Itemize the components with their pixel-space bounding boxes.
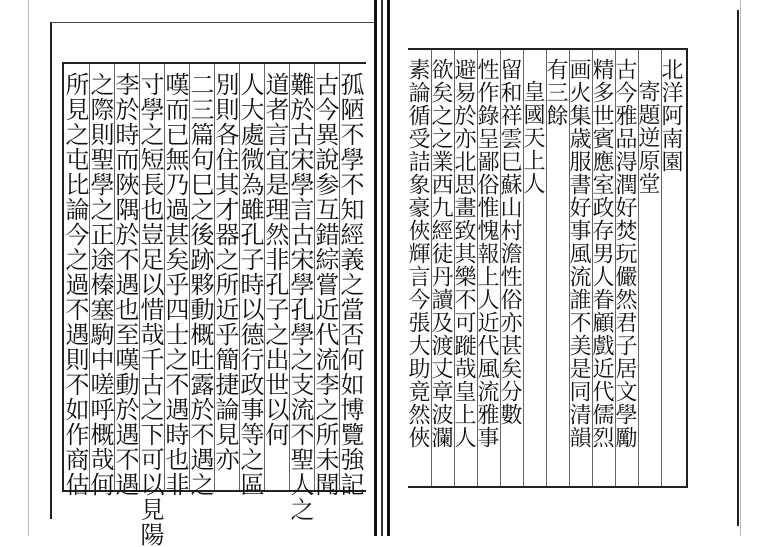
right-column-8: 留和祥雲巳蘇山村澹性俗亦甚矣分數: [497, 58, 522, 426]
left-column-6: 別則各住其才器之所近乎簡捷論見亦: [211, 72, 239, 472]
left-column-3: 難於古宋學言古宋學孔學之支流不聖人之: [286, 72, 314, 522]
left-column-10: 李於時而陜隅於不遇也至嘆動於遇不遇: [111, 72, 139, 497]
left-column-5: 人大處微為雖孔子時以德行政事等之區: [236, 72, 264, 497]
right-column-5: 画火集歳服書好事風流誰不美是同清韻: [566, 58, 591, 449]
left-column-4: 道者言宜是理然非孔子之出世以何: [261, 72, 289, 447]
right-column-2: 寄題逆原堂: [635, 80, 660, 195]
left-column-2: 古今異說参互錯綜嘗近代流李之所未聞: [311, 72, 339, 497]
left-column-9: 寸學之短長也豈足以惜哉千古之下可以見陽: [136, 72, 164, 547]
right-column-9: 性作錄呈鄙俗惟愧報上人近代風流雅事: [474, 58, 499, 449]
book-gutter: [374, 0, 392, 536]
right-column-6: 有三餘: [543, 58, 568, 127]
right-column-10: 避易於亦北思畫致其樂不可蹝哉皇上人: [451, 58, 476, 449]
left-column-1: 孤陋不學不知經義之當否何如博覽強記: [336, 72, 364, 497]
left-column-12: 所見之屯比論今之過不遇則不如作商估: [61, 72, 89, 497]
right-text-block: [405, 48, 688, 488]
left-column-7: 二三篇句巳之後跡夥動概吐露於不遇之: [186, 72, 214, 497]
right-column-7: 皇國天上人: [520, 80, 545, 195]
left-text-block: [61, 62, 366, 547]
right-column-1: 北洋阿南園: [658, 58, 683, 173]
right-column-4: 精多世賓應室政存男人眷顧戲近代儒烈: [589, 58, 614, 449]
right-page-edge: [740, 0, 761, 536]
left-column-11: 之際則聖學之正途榛塞駒中嗟呼概哉何: [86, 72, 114, 497]
left-page-edge: [28, 0, 51, 536]
left-column-8: 嘆而已無乃過甚矣乎四士之不遇時也非: [161, 72, 189, 497]
right-column-12: 素論循受詰象豪俠輝言今張大助竟然俠: [405, 58, 430, 449]
right-column-11: 欲矣之之業西九經徒丹讀及渡丈章波瀾: [428, 58, 453, 449]
right-column-3: 古今雅品淂潤好焚玩儼然君子居文學勵: [612, 58, 637, 449]
